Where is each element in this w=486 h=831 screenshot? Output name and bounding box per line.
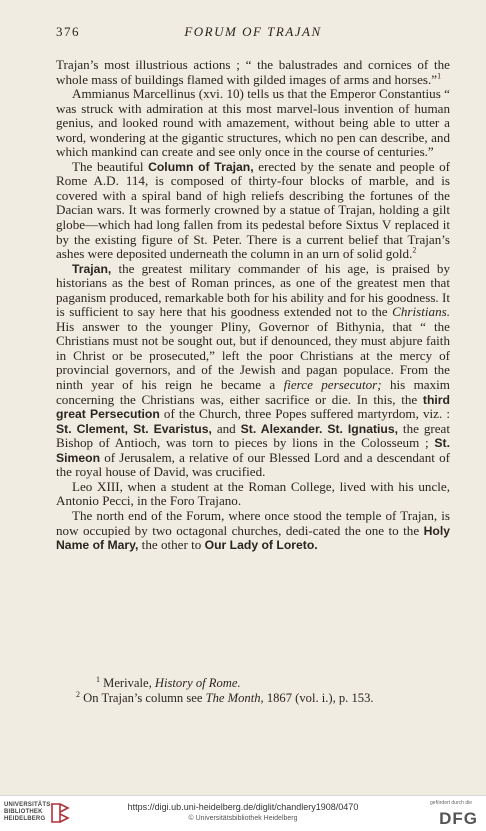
text-run: 1867 (vol. i.), p. 153. <box>263 691 374 705</box>
text-run: of the Church, three Popes suffered martyrdom, viz. : <box>159 406 451 422</box>
page-number: 376 <box>56 24 80 39</box>
text-run: Trajan’s most illustrious actions ; “ the balustrades and cornices of the whole mass of buildings flamed with gilded images of arms and horses.” <box>56 57 450 87</box>
logo-text-line: UNIVERSITÄTS- <box>4 802 53 808</box>
bold-term: St. Simeon <box>56 436 450 465</box>
footnote-marker: 1 <box>437 71 442 81</box>
italic-text: fierce persecutor; <box>283 377 382 393</box>
viewer-footer <box>0 795 486 831</box>
footnote <box>56 691 450 706</box>
paragraph <box>56 480 450 509</box>
running-head: FORUM OF TRAJAN <box>184 24 322 39</box>
bold-term: Trajan, <box>72 261 112 276</box>
text-run: erected by the senate and people of Rome A.D. 114, is composed of thirty-four blocks of marble, and is covered with a spiral band of high reliefs describing the fortunes of the Dacian wars. It was formerly crowned by a statue of Trajan, holding a gilt globe—which had long fallen from its pedestal before Sixtus V replaced it by the existing figure of St. Peter. There is a current belief that Trajan’s ashes were deposited underneath the column in an urn of solid gold. <box>56 158 450 262</box>
bold-term: Holy Name of Mary, <box>56 523 450 553</box>
dfg-logo[interactable]: DFG <box>439 809 478 828</box>
italic-text: The Month, <box>205 691 264 705</box>
italic-text: History of Rome. <box>154 676 241 690</box>
bold-term: Our Lady of Loreto. <box>204 538 318 553</box>
footnote-marker: 1 <box>96 674 100 684</box>
paragraph <box>56 262 450 480</box>
text-run: the great Bishop of Antioch, was torn to pieces by lions in the Colosseum ; <box>56 420 450 451</box>
bold-term: Column of Trajan, <box>148 159 254 174</box>
text-run: the other to <box>138 537 205 553</box>
bold-term: St. Alexander. <box>240 421 323 436</box>
funder-label: gefördert durch die <box>430 800 472 806</box>
bold-term: St. Clement, St. Evaristus, <box>56 421 212 436</box>
footnotes <box>56 676 450 706</box>
text-run: and <box>211 420 241 436</box>
text-run: of Jerusalem, a relative of our Blessed Lord and a descendant of the royal house of David, was crucified. <box>56 449 450 480</box>
text-run: the greatest military commander of his age, is praised by historians as the best of Roman princes, as one of the greatest men that paganism produced, remarkable both for his ability and for his goodness. It is sufficient to say here that his goodness extended not to the <box>56 260 450 320</box>
permalink-url[interactable]: https://digi.ub.uni-heidelberg.de/diglit/chandlery1908/0470 <box>127 802 359 812</box>
footnote <box>56 676 450 691</box>
paragraph <box>56 160 450 262</box>
page-header <box>56 24 450 44</box>
paragraph <box>56 509 450 553</box>
text-run: his maxim concerning the Christians was, either sacrifice or die. In this, the <box>56 377 450 407</box>
logo-text-line: BIBLIOTHEK <box>4 809 43 815</box>
text-run: Merivale, <box>100 676 155 690</box>
body-text <box>56 58 450 553</box>
text-run: On Trajan’s column see <box>80 691 206 705</box>
paragraph <box>56 87 450 160</box>
text-run: Ammianus Marcellinus (xvi. 10) tells us that the Emperor Constantius “ was struck with admiration at this most marvel-lous invention of human genius, and looked round with amazement, without being able to utter a word, wondering at the gigantic structures, which no pen can describe, and which mankind can create and see only once in the course of centuries.” <box>56 86 450 160</box>
text-run: The beautiful <box>72 158 149 174</box>
logo-text-line: HEIDELBERG <box>4 816 46 822</box>
paragraph <box>56 58 450 87</box>
bold-term: third great Persecution <box>56 392 450 422</box>
text-run: Leo XIII, when a student at the Roman College, lived with his uncle, Antonio Pecci, in the Foro Trajano. <box>56 478 450 509</box>
italic-text: Christians. <box>392 304 450 320</box>
bold-term: St. Ignatius, <box>327 421 399 436</box>
text-run: The north end of the Forum, where once stood the temple of Trajan, is now occupied by two octagonal churches, dedi-cated the one to the <box>56 507 450 538</box>
footnote-marker: 2 <box>412 245 417 255</box>
text-run: His answer to the younger Pliny, Governor of Bithynia, that “ the Christians must not be sought out, but if denounced, they must abjure faith in Christ or be prosecuted,” left the poor Christians at the mercy of provincial governors, and of the Jewish and pagan populace. From the ninth year of his reign he became a <box>56 318 450 393</box>
copyright-notice: © Universitätsbibliothek Heidelberg <box>188 815 298 822</box>
footnote-marker: 2 <box>76 689 80 699</box>
